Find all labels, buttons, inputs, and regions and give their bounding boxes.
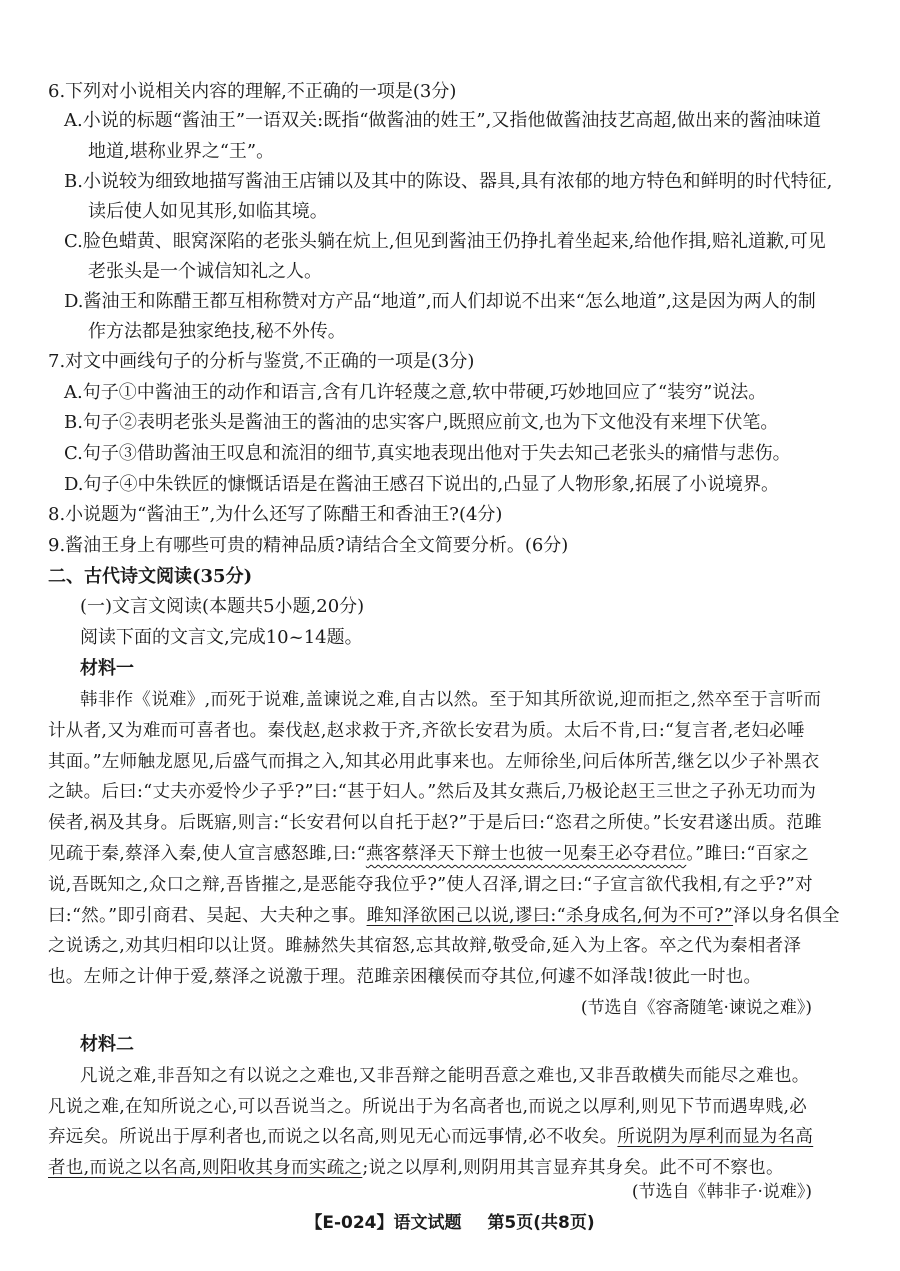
material1-line xyxy=(0,840,900,868)
underlined-sentence: 雎知泽欲困己以说,谬曰:“杀身成名,何为不可?” xyxy=(366,906,734,926)
section2-title: 二、古代诗文阅读(35分) xyxy=(48,566,253,587)
material2-line: 凡说之难,非吾知之有以说之之难也,又非吾辩之能明吾意之难也,又非吾敢横失而能尽之难也。 xyxy=(80,1066,810,1086)
q7-option-d: D.句子④中朱铁匠的慷慨话语是在酱油王感召下说出的,凸显了人物形象,拓展了小说境界。 xyxy=(64,474,779,495)
material1-line: 说,吾既知之,众口之辩,吾皆摧之,是恶能夺我位乎?”使人召泽,谓之曰:“子宣言欲代我相,有之乎?”对 xyxy=(48,875,813,895)
material1-line: 韩非作《说难》,而死于说难,盖谏说之难,自古以然。至于知其所欲说,迎而拒之,然卒至于言听而 xyxy=(80,690,822,710)
page-footer xyxy=(0,1208,900,1233)
section2-subtitle: (一)文言文阅读(本题共5小题,20分) xyxy=(80,596,365,617)
material1-text: 泽以身名俱全 xyxy=(733,906,840,926)
material2-heading: 材料二 xyxy=(80,1034,134,1055)
material1-line: 侯者,祸及其身。后既寤,则言:“长安君何以自托于赵?”于是后曰:“恣君之所使。”长安君遂出质。范雎 xyxy=(48,813,823,833)
material2-line xyxy=(0,1123,900,1151)
wavy-underlined-sentence: 燕客蔡泽天下辩士也彼一见秦王必夺君位 xyxy=(365,844,687,864)
material1-text: 见疏于秦,蔡泽入秦,使人宣言感怒雎,曰:“ xyxy=(48,844,366,864)
underlined-sentence: 者也,而说之以名高,则阳收其身而实疏之 xyxy=(48,1158,363,1178)
q6-option-d-line1: D.酱油王和陈醋王都互相称赞对方产品“地道”,而人们却说不出来“怎么地道”,这是因为两人的制 xyxy=(64,291,816,312)
material2-line: 凡说之难,在知所说之心,可以吾说当之。所说出于为名高者也,而说之以厚利,则见下节而遇卑贱,必 xyxy=(48,1097,808,1117)
q6-option-b-line2: 读后使人如见其形,如临其境。 xyxy=(88,201,328,222)
exam-code: 【E-024】语文试题 xyxy=(305,1213,462,1233)
section2-instruction: 阅读下面的文言文,完成10~14题。 xyxy=(80,627,363,648)
page-number: 第5页(共8页) xyxy=(487,1213,595,1233)
underlined-sentence: 所说阴为厚利而显为名高 xyxy=(617,1127,814,1147)
material1-line: 之缺。后曰:“丈夫亦爱怜少子乎?”曰:“甚于妇人。”然后及其女燕后,乃极论赵王三世之子孙无功而为 xyxy=(48,782,817,802)
material1-line xyxy=(0,902,900,930)
q6-option-b-line1: B.小说较为细致地描写酱油王店铺以及其中的陈设、器具,具有浓郁的地方特色和鲜明的时代特征, xyxy=(64,171,833,192)
q7-option-a: A.句子①中酱油王的动作和语言,含有几许轻蔑之意,软中带硬,巧妙地回应了“装穷”说法。 xyxy=(64,382,767,403)
material1-line: 之说诱之,劝其归相印以让贤。雎赫然失其宿怒,忘其故辩,敬受命,延入为上客。卒之代为秦相者泽 xyxy=(48,936,802,956)
q6-option-c-line2: 老张头是一个诚信知礼之人。 xyxy=(88,261,322,282)
q9: 9.酱油王身上有哪些可贵的精神品质?请结合全文简要分析。(6分) xyxy=(48,535,569,556)
q6-option-d-line2: 作方法都是独家绝技,秘不外传。 xyxy=(88,321,346,342)
material2-source: (节选自《韩非子·说难》) xyxy=(631,1182,812,1202)
material1-text: 。”雎曰:“百家之 xyxy=(686,844,809,864)
q6-option-c-line1: C.脸色蜡黄、眼窝深陷的老张头躺在炕上,但见到酱油王仍挣扎着坐起来,给他作揖,赔礼道歉,可见 xyxy=(64,231,826,252)
material1-line: 其面。”左师触龙愿见,后盛气而揖之入,知其必用此事来也。左师徐坐,问后体所苦,继乞以少子补黑衣 xyxy=(48,752,820,772)
q7-option-c: C.句子③借助酱油王叹息和流泪的细节,真实地表现出他对于失去知己老张头的痛惜与悲伤。 xyxy=(64,443,791,464)
material1-source: (节选自《容斋随笔·谏说之难》) xyxy=(580,998,812,1018)
q7-option-b: B.句子②表明老张头是酱油王的酱油的忠实客户,既照应前文,也为下文他没有来埋下伏笔。 xyxy=(64,412,779,433)
material1-line: 也。左师之计伸于爱,蔡泽之说激于理。范雎亲困穰侯而夺其位,何遽不如泽哉!彼此一时也。 xyxy=(48,967,762,987)
material2-text: ;说之以厚利,则阴用其言显弃其身矣。此不可不察也。 xyxy=(362,1158,784,1178)
material1-heading: 材料一 xyxy=(80,658,134,679)
material1-line: 计从者,又为难而可喜者也。秦伐赵,赵求救于齐,齐欲长安君为质。太后不肯,曰:“复言者,老妇必唾 xyxy=(48,721,805,741)
q6-option-a-line2: 地道,堪称业界之“王”。 xyxy=(88,141,275,162)
material2-text: 弃远矣。所说出于厚利者也,而说之以名高,则见无心而远事情,必不收矣。 xyxy=(48,1127,618,1147)
material1-text: 曰:“然。”即引商君、吴起、大夫种之事。 xyxy=(48,906,367,926)
q8: 8.小说题为“酱油王”,为什么还写了陈醋王和香油王?(4分) xyxy=(48,504,503,525)
q6-option-a-line1: A.小说的标题“酱油王”一语双关:既指“做酱油的姓王”,又指他做酱油技艺高超,做出来的酱油味道 xyxy=(64,110,822,131)
q7-stem: 7.对文中画线句子的分析与鉴赏,不正确的一项是(3分) xyxy=(48,351,475,372)
q6-stem: 6.下列对小说相关内容的理解,不正确的一项是(3分) xyxy=(48,81,457,102)
